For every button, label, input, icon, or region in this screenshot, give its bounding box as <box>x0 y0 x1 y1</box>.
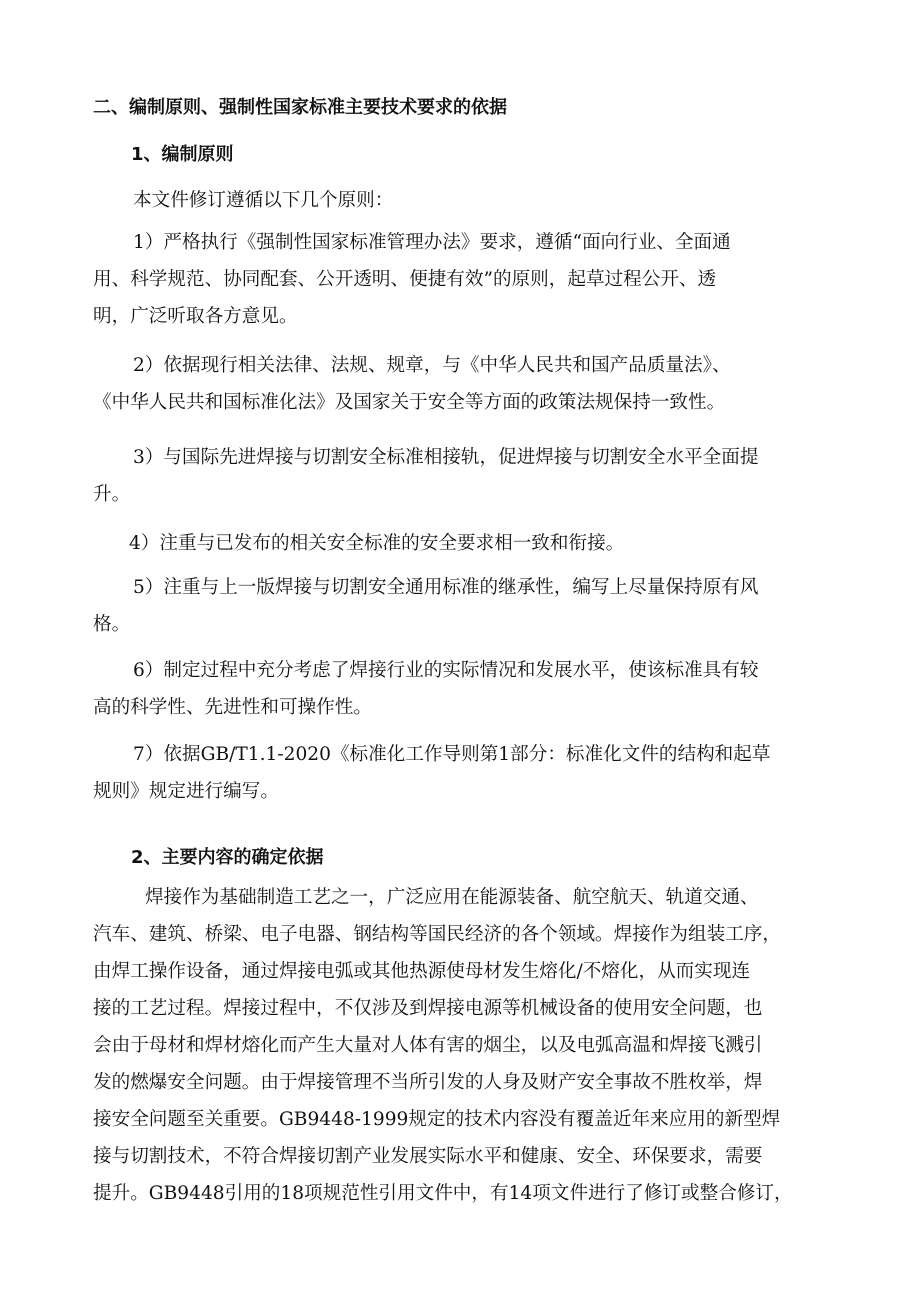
principle-3-line-2: 升。 <box>93 484 131 505</box>
section-heading: 二、编制原则、强制性国家标准主要技术要求的依据 <box>93 97 507 118</box>
principle-6 <box>93 652 758 726</box>
subsection-heading-basis: 2、主要内容的确定依据 <box>131 847 324 868</box>
principle-2-line-2: 《中华人民共和国标准化法》及国家关于安全等方面的政策法规保持一致性。 <box>93 392 726 413</box>
principle-5 <box>93 569 758 643</box>
principle-7-line-1: 7）依据GB/T1.1-2020《标准化工作导则第1部分：标准化文件的结构和起草 <box>133 744 771 765</box>
principle-5-line-2: 格。 <box>93 614 131 635</box>
paragraph-line: 汽车、建筑、桥梁、电子电器、钢结构等国民经济的各个领域。焊接作为组装工序， <box>93 924 781 945</box>
principle-1-line-1: 1）严格执行《强制性国家标准管理办法》要求，遵循“面向行业、全面通 <box>133 232 731 253</box>
subsection-heading-principles: 1、编制原则 <box>131 144 234 165</box>
paragraph-line: 会由于母材和焊材熔化而产生大量对人体有害的烟尘，以及电弧高温和焊接飞溅引 <box>93 1035 763 1056</box>
principle-3-line-1: 3）与国际先进焊接与切割安全标准相接轨，促进焊接与切割安全水平全面提 <box>133 447 759 468</box>
paragraph-line: 接的工艺过程。焊接过程中，不仅涉及到焊接电源等机械设备的使用安全问题，也 <box>93 998 763 1019</box>
principle-2-line-1: 2）依据现行相关法律、法规、规章，与《中华人民共和国产品质量法》、 <box>133 355 731 376</box>
paragraph-line: 接安全问题至关重要。GB9448-1999规定的技术内容没有覆盖近年来应用的新型焊 <box>93 1109 781 1130</box>
principle-1-line-2: 用、科学规范、协同配套、公开透明、便捷有效”的原则，起草过程公开、透 <box>93 269 717 290</box>
principle-2 <box>93 347 731 421</box>
principle-4-line-1: 4）注重与已发布的相关安全标准的安全要求相一致和衔接。 <box>129 533 625 554</box>
main-paragraph <box>93 879 793 1212</box>
principle-5-line-1: 5）注重与上一版焊接与切割安全通用标准的继承性，编写上尽量保持原有风 <box>133 577 759 598</box>
principle-3 <box>93 439 758 513</box>
paragraph-line: 由焊工操作设备，通过焊接电弧或其他热源使母材发生熔化/不熔化，从而实现连 <box>93 961 751 982</box>
intro-text: 本文件修订遵循以下几个原则： <box>133 190 394 211</box>
principle-1-line-3: 明，广泛听取各方意见。 <box>93 306 298 327</box>
principle-4 <box>129 525 624 562</box>
principle-7 <box>93 736 770 810</box>
paragraph-line: 提升。GB9448引用的18项规范性引用文件中，有14项文件进行了修订或整合修订， <box>93 1183 793 1204</box>
principle-1 <box>93 224 731 335</box>
principle-7-line-2: 规则》规定进行编写。 <box>93 781 279 802</box>
paragraph-line: 接与切割技术，不符合焊接切割产业发展实际水平和健康、安全、环保要求，需要 <box>93 1146 763 1167</box>
paragraph-line: 发的燃爆安全问题。由于焊接管理不当所引发的人身及财产安全事故不胜枚举，焊 <box>93 1072 763 1093</box>
paragraph-line: 焊接作为基础制造工艺之一，广泛应用在能源装备、航空航天、轨道交通、 <box>145 887 759 908</box>
principle-6-line-2: 高的科学性、先进性和可操作性。 <box>93 697 372 718</box>
principle-6-line-1: 6）制定过程中充分考虑了焊接行业的实际情况和发展水平，使该标准具有较 <box>133 660 759 681</box>
